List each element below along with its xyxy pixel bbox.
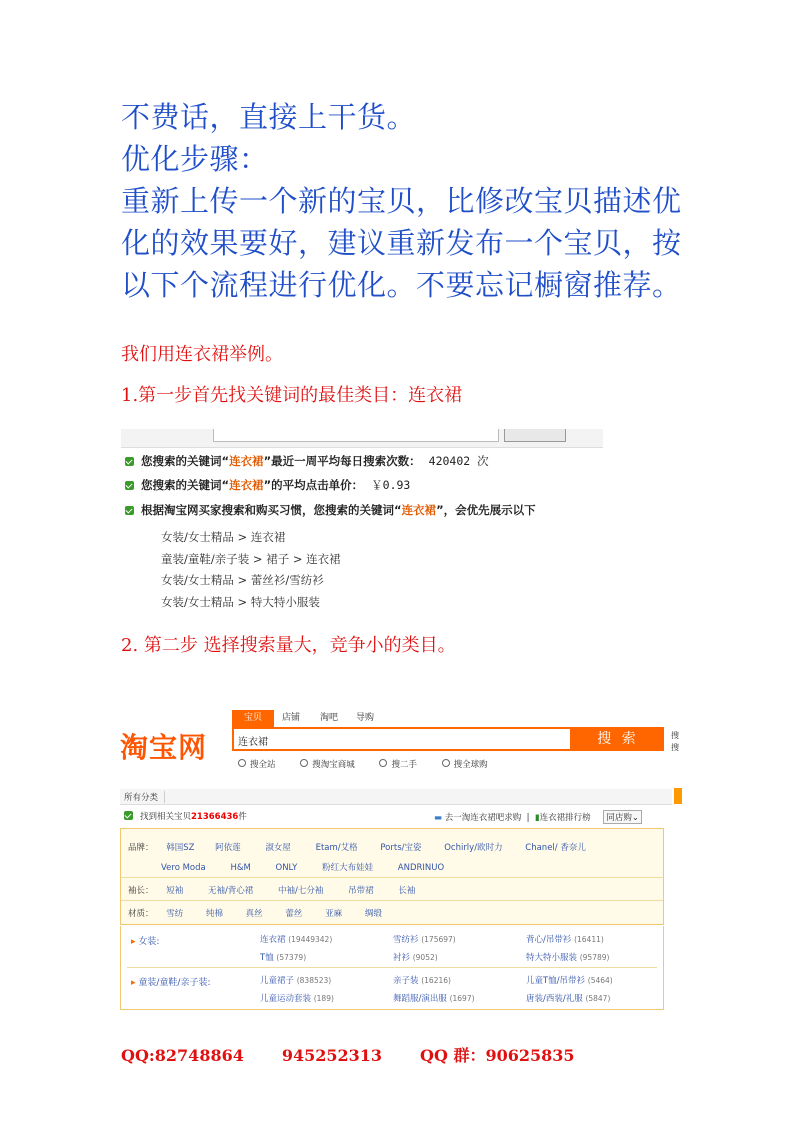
sleeve-row: 袖长： 短袖 无袖/背心裙 中袖/七分袖 吊带裙 长袖	[128, 886, 416, 896]
stats-line-categories: 根据淘宝网买家搜索和购买习惯，您搜索的关键词“连衣裙”，会优先展示以下	[125, 502, 536, 518]
category-link[interactable]: 雪纺衫 (175697)	[393, 935, 456, 945]
radio-icon	[300, 759, 308, 767]
example-line: 我们用连衣裙举例。	[121, 344, 283, 365]
brand-link[interactable]: Ports/宝姿	[380, 843, 422, 853]
category-link[interactable]: 连衣裙 (19449342)	[260, 935, 333, 945]
tab-guide[interactable]: 导购	[356, 713, 375, 723]
category-path: 女装/女士精品 > 特大特小服装	[161, 595, 320, 609]
material-link[interactable]: 雪纺	[166, 909, 184, 919]
intro-line: 不费话，直接上干货。	[121, 100, 417, 134]
brand-link[interactable]: Chanel/ 香奈儿	[525, 843, 586, 853]
sleeve-link[interactable]: 中袖/七分袖	[278, 886, 324, 896]
stats-line-searches: 您搜索的关键词“连衣裙”最近一周平均每日搜索次数： 420402 次	[125, 453, 489, 469]
brand-link[interactable]: ONLY	[275, 863, 298, 873]
keyword-stats-screenshot	[121, 429, 603, 619]
category-title-women[interactable]: ▸ 女装:	[131, 934, 159, 947]
search-button	[504, 429, 566, 442]
category-link[interactable]: 亲子装 (16216)	[393, 976, 451, 986]
brand-link[interactable]: Etam/艾格	[315, 843, 358, 853]
category-link[interactable]: 背心/吊带衫 (16411)	[526, 935, 604, 945]
breadcrumb	[120, 789, 672, 805]
qq-number: QQ:82748864	[121, 1046, 244, 1065]
check-icon	[125, 481, 134, 490]
chat-icon: ▬	[434, 813, 443, 823]
check-icon	[125, 506, 134, 515]
taobao-search-screenshot	[120, 706, 682, 1012]
brand-link[interactable]: 淑女屋	[265, 843, 291, 853]
check-icon	[125, 457, 134, 466]
radio-icon	[379, 759, 387, 767]
sleeve-link[interactable]: 吊带裙	[348, 886, 374, 896]
category-link[interactable]: T恤 (57379)	[260, 953, 307, 963]
check-icon	[124, 811, 133, 820]
qq-group: QQ 群：90625835	[420, 1046, 575, 1065]
intro-text	[121, 96, 691, 306]
category-link[interactable]: 唐装/西装/礼服 (5847)	[526, 994, 611, 1004]
intro-line: 重新上传一个新的宝贝，比修改宝贝描述优	[121, 184, 682, 218]
radio-icon	[238, 759, 246, 767]
radio-tmall[interactable]: 搜淘宝商城	[300, 760, 355, 770]
intro-line: 以下个流程进行优化。不要忘记橱窗推荐。	[121, 268, 682, 302]
brand-link[interactable]: ANDRINUO	[397, 863, 445, 873]
sleeve-link[interactable]: 短袖	[166, 886, 184, 896]
tab-shop[interactable]: 店铺	[282, 713, 301, 723]
brand-link[interactable]: 阿依莲	[215, 843, 241, 853]
search-input	[213, 429, 499, 442]
step1-heading: 1.第一步首先找关键词的最佳类目：连衣裙	[121, 385, 463, 406]
material-row: 材质： 雪纺 纯棉 真丝 蕾丝 亚麻 绸缎	[128, 909, 382, 919]
category-link[interactable]: 儿童裙子 (838523)	[260, 976, 332, 986]
category-link[interactable]: 舞蹈服/演出服 (1697)	[393, 994, 475, 1004]
step2-heading: 2. 第二步 选择搜索量大，竞争小的类目。	[121, 635, 456, 656]
side-tab	[674, 788, 682, 804]
divider	[121, 877, 663, 878]
divider	[127, 967, 657, 968]
sleeve-link[interactable]: 无袖/背心裙	[207, 886, 254, 896]
top-links: ▬ 去一淘连衣裙吧求购 | ▮连衣裙排行榜 同店购⌄	[434, 810, 642, 824]
brand-row: 品牌： 韩国SZ 阿依莲 淑女屋 Etam/艾格 Ports/宝姿 Ochirly/欧时力 Chanel/ 香奈儿	[128, 843, 586, 853]
brand-link[interactable]: H&M	[230, 863, 251, 873]
search-input[interactable]: 连衣裙	[232, 727, 572, 751]
search-bar-strip	[121, 429, 603, 448]
category-path: 女装/女士精品 > 连衣裙	[161, 530, 286, 544]
radio-secondhand[interactable]: 搜二手	[379, 760, 417, 770]
same-shop-dropdown[interactable]: 同店购⌄	[603, 810, 642, 824]
qq-number-2: 945252313	[281, 1046, 383, 1065]
material-link[interactable]: 纯棉	[205, 909, 223, 919]
category-path: 童装/童鞋/亲子装 > 裙子 > 连衣裙	[161, 552, 341, 566]
intro-line: 优化步骤：	[121, 142, 269, 176]
taobao-logo: 淘宝网	[120, 731, 208, 764]
link-ranking[interactable]: 连衣裙排行榜	[539, 813, 591, 823]
brand-link[interactable]: 粉红大布娃娃	[322, 863, 374, 873]
material-link[interactable]: 真丝	[245, 909, 263, 919]
tab-baobei[interactable]: 宝贝	[232, 710, 274, 727]
material-link[interactable]: 绸缎	[364, 909, 382, 919]
contact-footer	[121, 1043, 613, 1066]
stats-line-cpc: 您搜索的关键词“连衣裙”的平均点击单价： ￥0.93	[125, 477, 410, 493]
tab-taoba[interactable]: 淘吧	[320, 713, 339, 723]
category-link[interactable]: 特大特小服装 (95789)	[526, 953, 610, 963]
edge-link[interactable]: 搜	[671, 743, 679, 752]
material-link[interactable]: 亚麻	[325, 909, 343, 919]
sleeve-link[interactable]: 长袖	[398, 886, 416, 896]
brand-row-2	[161, 861, 444, 873]
material-link[interactable]: 蕾丝	[285, 909, 303, 919]
category-title-kids[interactable]: ▸ 童装/童鞋/亲子装:	[131, 975, 211, 988]
category-link[interactable]: 儿童T恤/吊带衫 (5464)	[526, 976, 613, 986]
category-path: 女装/女士精品 > 蕾丝衫/雪纺衫	[161, 573, 324, 587]
attribute-filter-box	[120, 828, 664, 925]
breadcrumb-all-categories[interactable]: 所有分类	[124, 791, 165, 803]
result-count: 找到相关宝贝21366436件	[124, 810, 247, 822]
radio-global[interactable]: 搜全球购	[442, 760, 488, 770]
search-scope-radios	[238, 758, 510, 770]
link-seek[interactable]: 去一淘连衣裙吧求购	[444, 813, 522, 823]
brand-link[interactable]: Ochirly/欧时力	[444, 843, 503, 853]
brand-link[interactable]: Vero Moda	[161, 863, 206, 873]
category-link[interactable]: 衬衫 (9052)	[393, 953, 438, 963]
chart-icon: ▮	[534, 813, 540, 823]
radio-all-site[interactable]: 搜全站	[238, 760, 276, 770]
category-link[interactable]: 儿童运动套装 (189)	[260, 994, 334, 1004]
divider	[121, 900, 663, 901]
brand-link[interactable]: 韩国SZ	[166, 843, 195, 853]
edge-link[interactable]: 搜	[671, 731, 679, 740]
intro-line: 化的效果要好，建议重新发布一个宝贝，按	[121, 226, 682, 260]
radio-icon	[442, 759, 450, 767]
search-button[interactable]: 搜 索	[572, 727, 664, 751]
category-list-box	[120, 926, 664, 1010]
